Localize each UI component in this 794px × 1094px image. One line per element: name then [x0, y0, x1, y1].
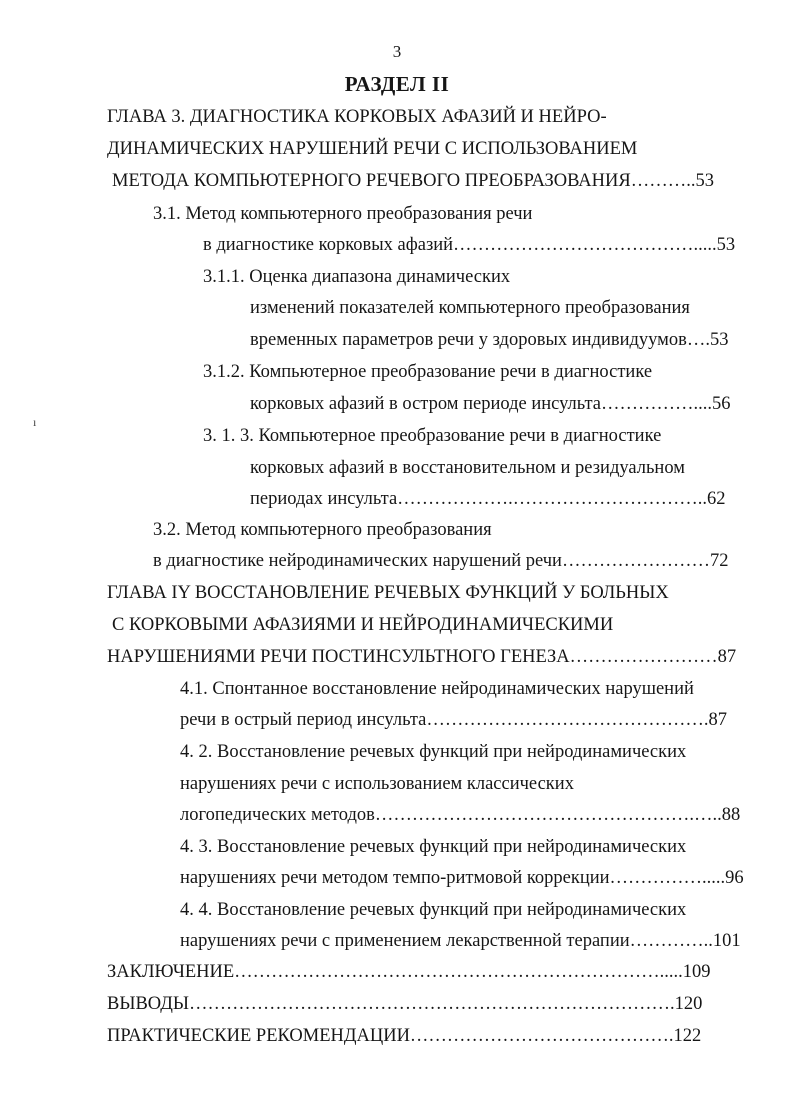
toc-line: С КОРКОВЫМИ АФАЗИЯМИ И НЕЙРОДИНАМИЧЕСКИМИ	[112, 615, 614, 635]
toc-line: нарушениях речи с использованием классических	[180, 774, 574, 794]
toc-line: периодах инсульта……………….…………………………..62	[250, 489, 726, 509]
toc-line: МЕТОДА КОМПЬЮТЕРНОГО РЕЧЕВОГО ПРЕОБРАЗОВАНИЯ………..53	[112, 171, 714, 191]
toc-line: ДИНАМИЧЕСКИХ НАРУШЕНИЙ РЕЧИ С ИСПОЛЬЗОВАНИЕМ	[107, 139, 638, 159]
toc-line: речи в острый период инсульта……………………………………….87	[180, 710, 727, 730]
toc-line: ВЫВОДЫ…………………………………………………………………….120	[107, 994, 703, 1014]
toc-line: НАРУШЕНИЯМИ РЕЧИ ПОСТИНСУЛЬТНОГО ГЕНЕЗА……………………87	[107, 647, 737, 667]
toc-line: изменений показателей компьютерного преобразования	[250, 298, 690, 318]
toc-line: корковых афазий в остром периоде инсульта……………....56	[250, 394, 731, 414]
toc-line: ЗАКЛЮЧЕНИЕ…………………………………………………………….....109	[107, 962, 711, 982]
toc-line: 4. 4. Восстановление речевых функций при нейродинамических	[180, 900, 687, 920]
toc-line: логопедических методов…………………………………………….…..88	[180, 805, 741, 825]
toc-line: нарушениях речи с применением лекарственной терапии…………..101	[180, 931, 741, 951]
toc-line: 3.1.2. Компьютерное преобразование речи в диагностике	[203, 362, 653, 382]
toc-line: ГЛАВА IY ВОССТАНОВЛЕНИЕ РЕЧЕВЫХ ФУНКЦИЙ У БОЛЬНЫХ	[107, 583, 669, 603]
toc-line: 3.1. Метод компьютерного преобразования речи	[153, 204, 533, 224]
toc-line: в диагностике корковых афазий………………………………….....53	[203, 235, 736, 255]
page-number: 3	[392, 42, 402, 61]
toc-line: ГЛАВА 3. ДИАГНОСТИКА КОРКОВЫХ АФАЗИЙ И НЕЙРО-	[107, 107, 607, 127]
toc-line: 4.1. Спонтанное восстановление нейродинамических нарушений	[180, 679, 694, 699]
toc-line: 3.2. Метод компьютерного преобразования	[153, 520, 492, 540]
toc-line: 3.1.1. Оценка диапазона динамических	[203, 267, 511, 287]
toc-line: нарушениях речи методом темпо-ритмовой коррекции…………….....96	[180, 868, 744, 888]
margin-mark: ı	[33, 415, 37, 429]
toc-line: в диагностике нейродинамических нарушений речи……………………72	[153, 551, 729, 571]
toc-line: 3. 1. 3. Компьютерное преобразование речи в диагностике	[203, 426, 662, 446]
toc-line: ПРАКТИЧЕСКИЕ РЕКОМЕНДАЦИИ…………………………………….122	[107, 1026, 702, 1046]
toc-line: 4. 2. Восстановление речевых функций при нейродинамических	[180, 742, 687, 762]
toc-line: 4. 3. Восстановление речевых функций при нейродинамических	[180, 837, 687, 857]
section-heading: РАЗДЕЛ II	[344, 72, 450, 96]
toc-line: корковых афазий в восстановительном и резидуальном	[250, 458, 685, 478]
toc-line: временных параметров речи у здоровых индивидуумов….53	[250, 330, 729, 350]
